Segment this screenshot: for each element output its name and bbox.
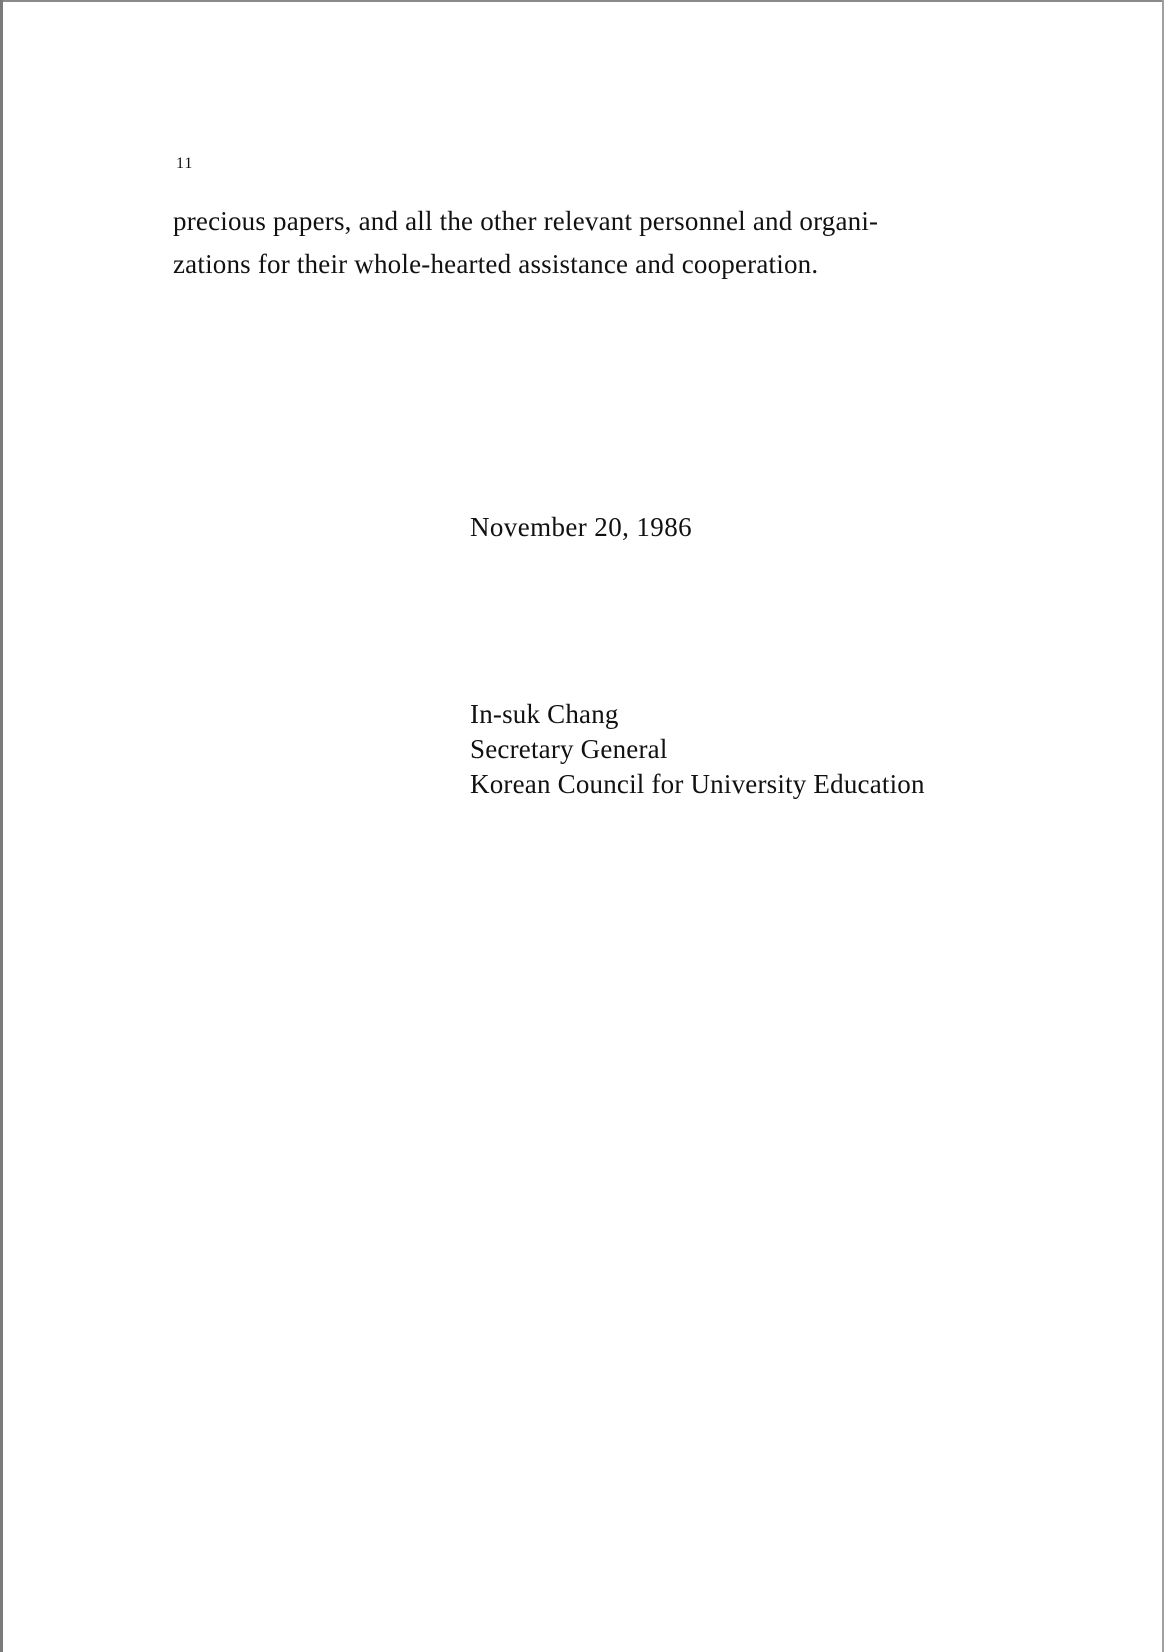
signatory-title: Secretary General [470,734,668,764]
body-line-2: zations for their whole-hearted assistance and cooperation. [173,249,819,279]
page-border-left [0,0,3,1652]
body-line-1: precious papers, and all the other relevant personnel and organi- [173,206,879,236]
body-paragraph [173,200,1013,286]
signatory-name: In-suk Chang [470,699,619,729]
letter-date: November 20, 1986 [470,512,693,542]
page-number: 11 [176,155,194,172]
signatory-organization: Korean Council for University Education [470,769,925,799]
signature-block [470,697,925,802]
page-border-top [0,0,1164,2]
